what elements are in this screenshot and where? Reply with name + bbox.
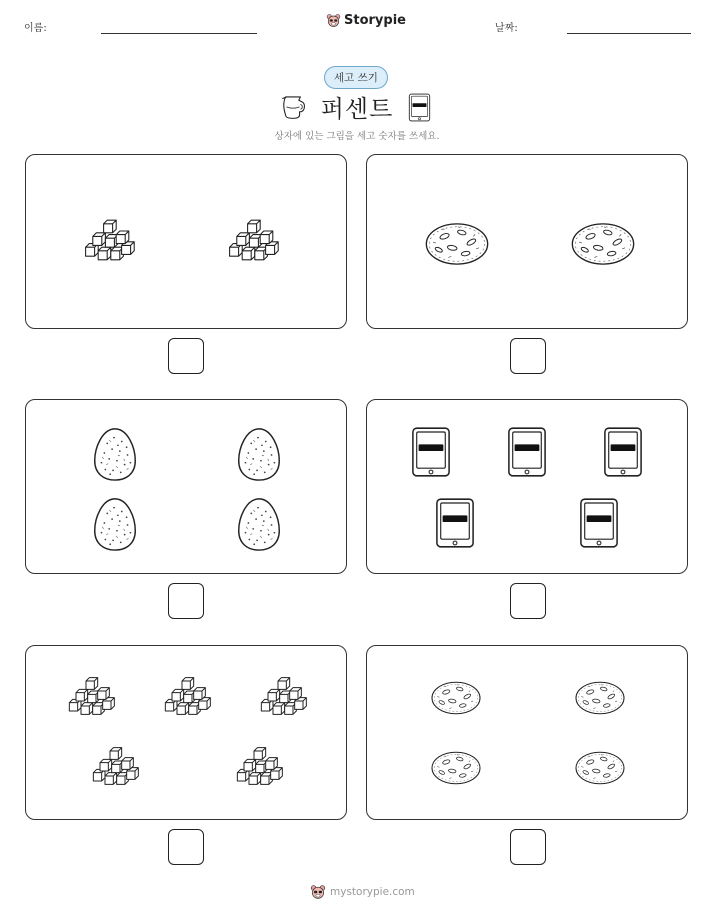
- brand-logo: [326, 13, 406, 28]
- count-card-2: [366, 154, 688, 329]
- footer-url[interactable]: mystorypie.com: [330, 886, 415, 898]
- sugar-cubes-icon: [90, 744, 140, 788]
- sugar-cubes-icon: [226, 213, 280, 267]
- count-card-6: [366, 645, 688, 820]
- tablet-icon: [435, 497, 475, 549]
- count-card-4: [366, 399, 688, 574]
- tablet-icon: [411, 426, 451, 478]
- cookie-icon: [423, 221, 491, 267]
- tablet-icon: [603, 426, 643, 478]
- cookie-icon: [569, 221, 637, 267]
- egg-icon: [92, 496, 138, 552]
- bear-logo-icon: [310, 884, 326, 900]
- answer-box-4[interactable]: [510, 583, 546, 619]
- sugar-cubes-icon: [162, 674, 212, 718]
- tablet-icon: [507, 426, 547, 478]
- answer-box-6[interactable]: [510, 829, 546, 865]
- name-line[interactable]: [101, 33, 257, 34]
- tablet-icon: [408, 93, 431, 122]
- answer-box-3[interactable]: [168, 583, 204, 619]
- tablet-icon: [579, 497, 619, 549]
- name-label: 이름:: [24, 23, 47, 34]
- count-card-3: [25, 399, 347, 574]
- sugar-cubes-icon: [234, 744, 284, 788]
- egg-icon: [236, 426, 282, 482]
- cookie-icon: [573, 750, 627, 786]
- sugar-cubes-icon: [82, 213, 136, 267]
- instruction-text: 상자에 있는 그림을 세고 숫자를 쓰세요.: [274, 131, 440, 142]
- sugar-cubes-icon: [258, 674, 308, 718]
- footer: [310, 884, 415, 900]
- answer-box-5[interactable]: [168, 829, 204, 865]
- count-card-5: [25, 645, 347, 820]
- brand-name: Storypie: [344, 13, 406, 28]
- answer-box-2[interactable]: [510, 338, 546, 374]
- page-title: 퍼센트: [320, 95, 394, 123]
- count-card-1: [25, 154, 347, 329]
- egg-icon: [92, 426, 138, 482]
- cookie-icon: [429, 750, 483, 786]
- egg-icon: [236, 496, 282, 552]
- date-line[interactable]: [567, 33, 691, 34]
- worksheet-tag: 세고 쓰기: [324, 66, 388, 89]
- sugar-cubes-icon: [66, 674, 116, 718]
- bear-logo-icon: [326, 13, 341, 28]
- cookie-icon: [429, 680, 483, 716]
- cookie-icon: [573, 680, 627, 716]
- date-label: 날짜:: [495, 23, 518, 34]
- answer-box-1[interactable]: [168, 338, 204, 374]
